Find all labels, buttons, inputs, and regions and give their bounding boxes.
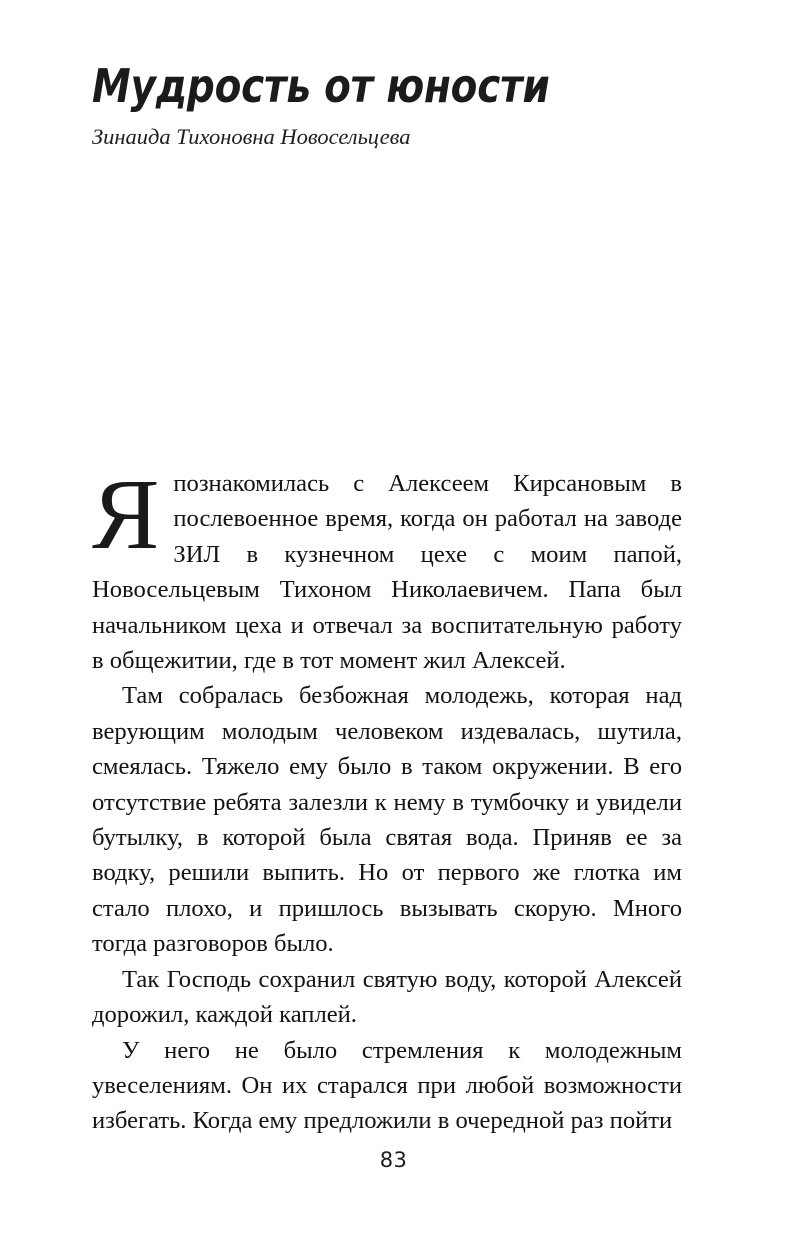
page-title: Мудрость от юности: [92, 59, 550, 113]
chapter-author: Зинаида Тихоновна Новосельцева: [92, 123, 411, 149]
paragraph-2: [92, 678, 682, 961]
paragraph-4-text: У него не было стремления к молодежным увеселениям. Он их старался при любой возможности избегать. Когда ему предложили в очередной раз пойти: [92, 1036, 682, 1135]
drop-cap: Я: [92, 458, 160, 570]
paragraph-1: [92, 458, 682, 678]
page-number: 83: [379, 1148, 408, 1172]
paragraph-4: [92, 1033, 682, 1139]
chapter-header: [92, 59, 688, 151]
paragraph-3: [92, 962, 682, 1033]
paragraph-2-text: Там собралась безбожная молодежь, которая над верующим молодым человеком издевалась, шутила, смеялась. Тяжело ему было в таком окружении. В его отсутствие ребята залезли к нему в тумбочку и увидели бутылку, в которой была святая вода. Приняв ее за водку, решили выпить. Но от первого же глотка им стало плохо, и пришлось вызывать скорую. Много тогда разговоров было.: [92, 682, 682, 958]
body-text: [92, 458, 682, 1139]
paragraph-3-text: Так Господь сохранил святую воду, которой Алексей дорожил, каждой каплей.: [92, 965, 682, 1029]
paragraph-1-text: познакомилась с Алексеем Кирсановым в послевоенное время, когда он работал на заводе ЗИЛ в кузнечном цехе с моим папой, Новосельцевым Тихоном Николаевичем. Папа был начальником цеха и отвечал за воспитательную работу в общежитии, где в тот момент жил Алексей.: [92, 470, 682, 675]
